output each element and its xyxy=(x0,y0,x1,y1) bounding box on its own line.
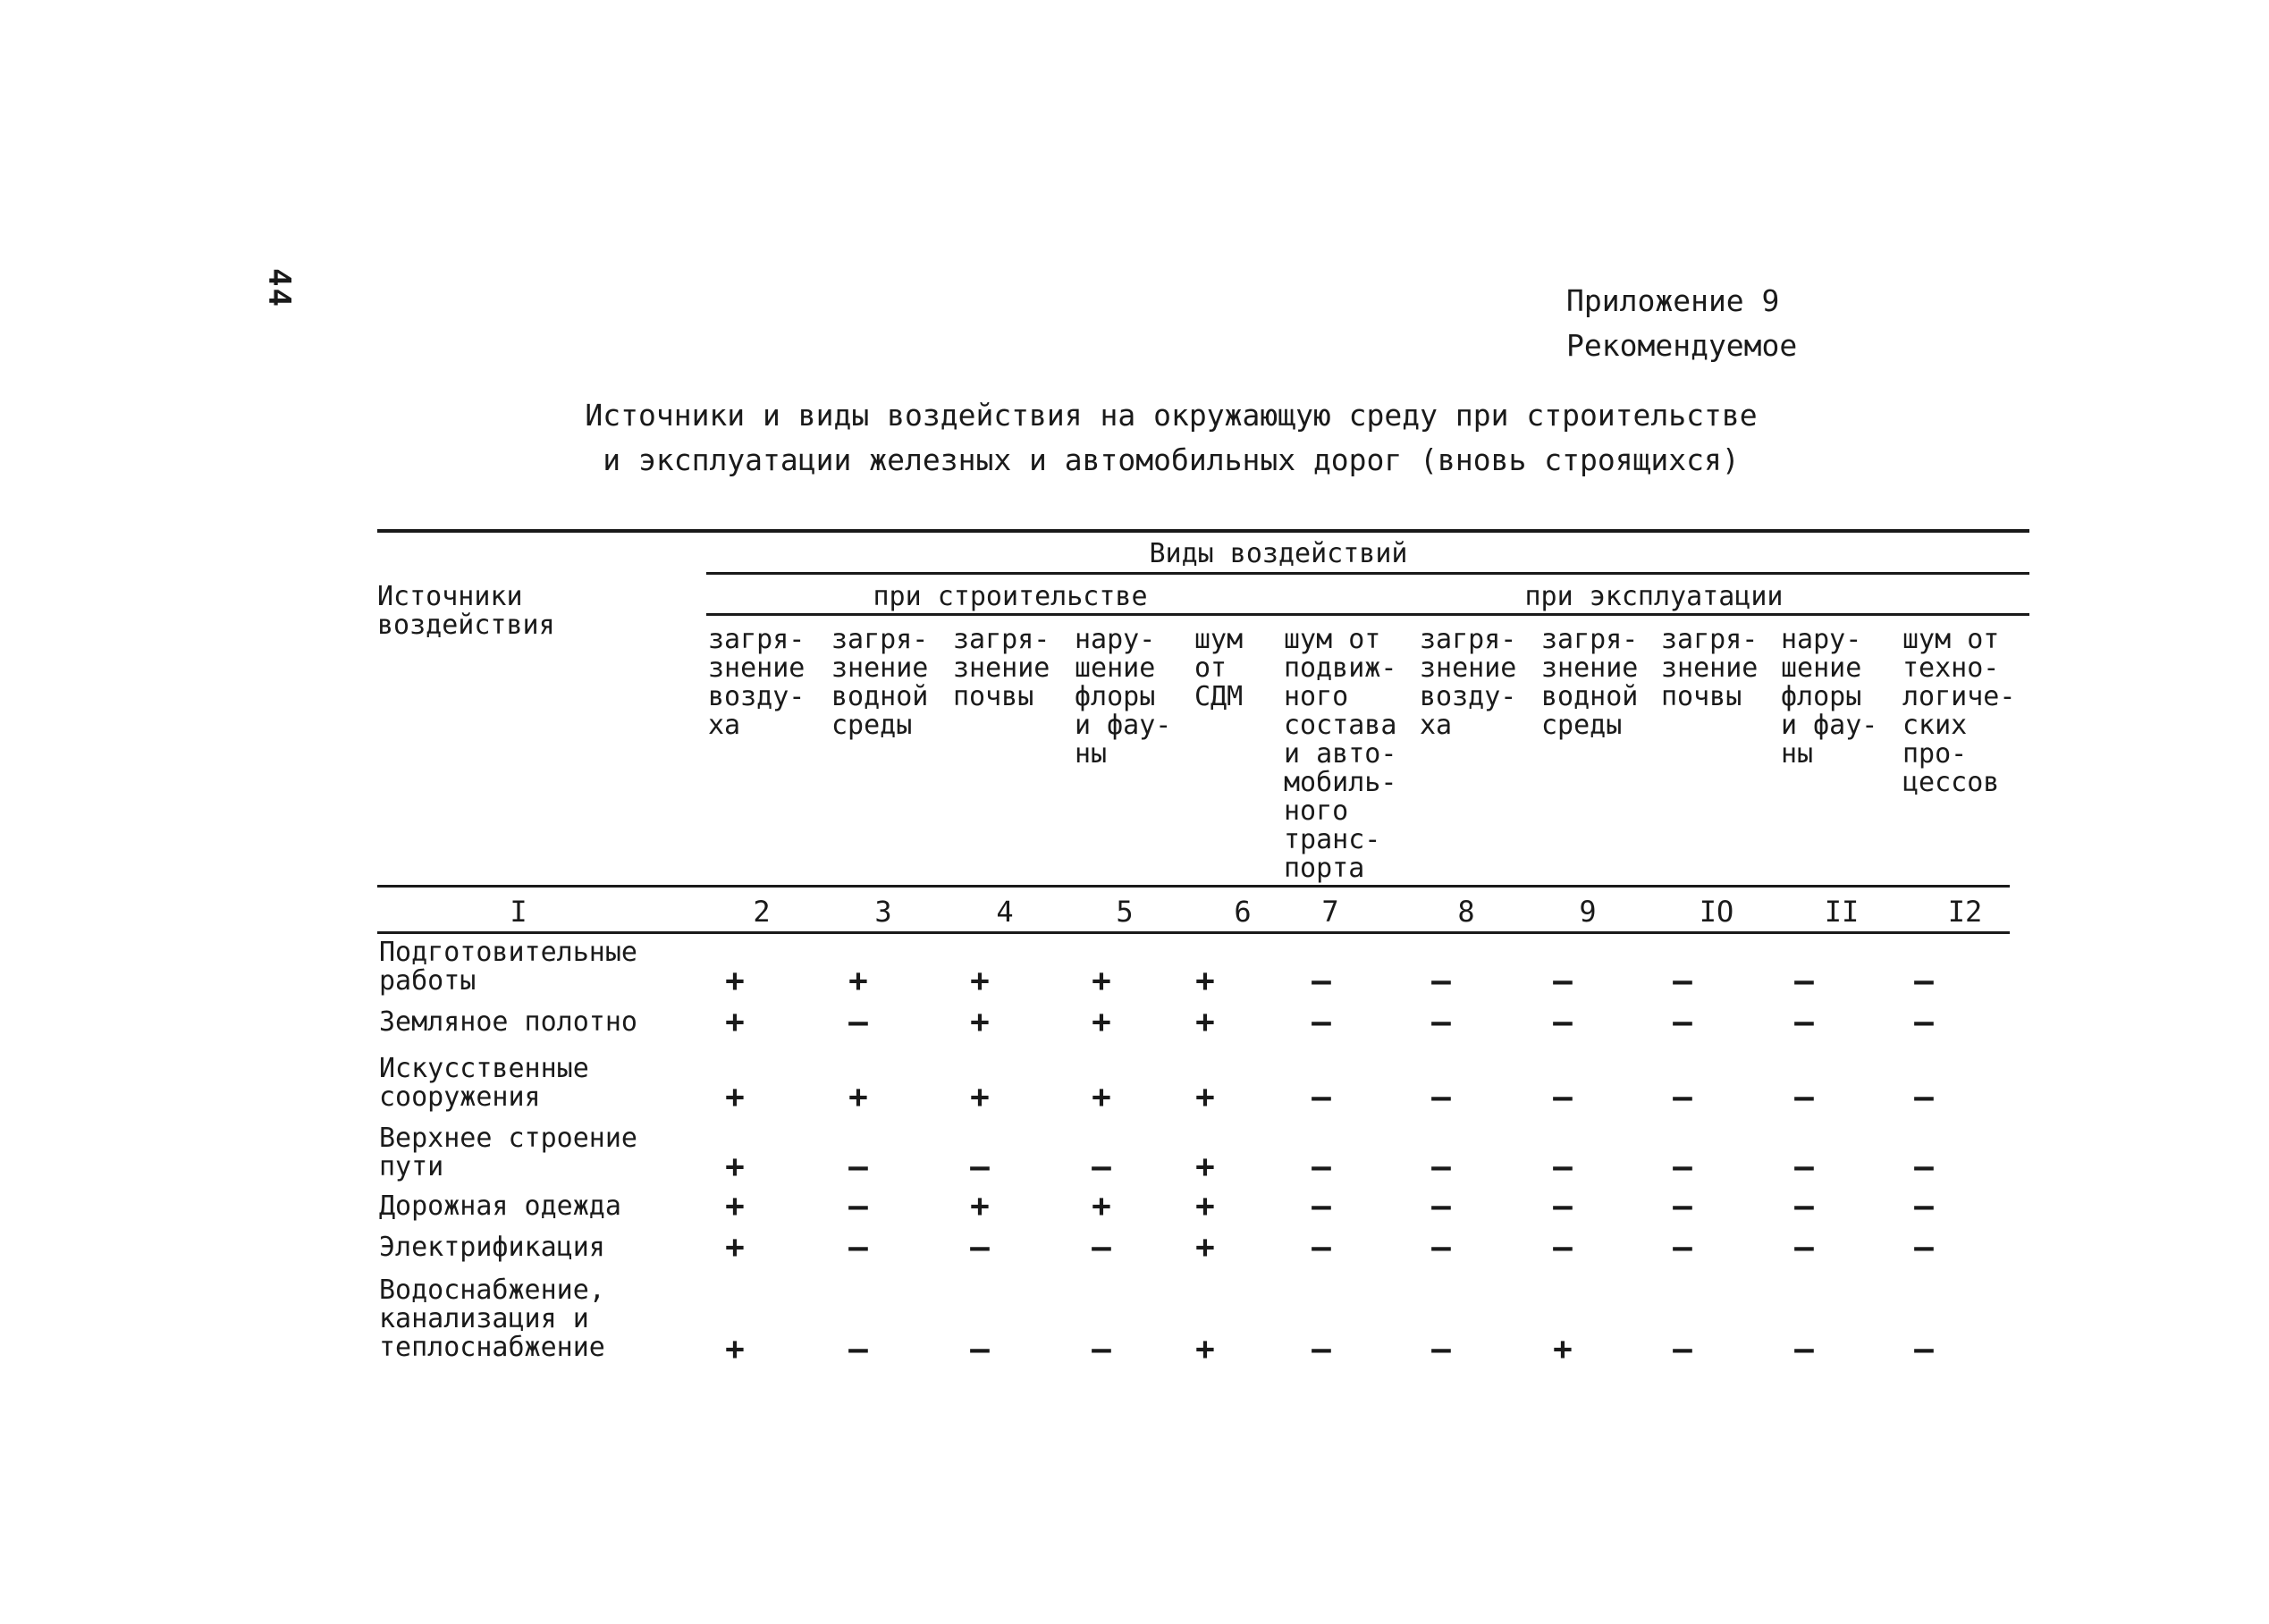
minus-mark: – xyxy=(1673,1331,1692,1367)
table-top-rule xyxy=(377,529,2029,533)
minus-mark: – xyxy=(1794,1149,1814,1185)
plus-mark: + xyxy=(725,1229,745,1266)
source-label: Искусственные сооружения xyxy=(379,1053,589,1113)
impact-column-header: шум от техно- логиче- ских про- цессов xyxy=(1902,624,2016,798)
plus-mark: + xyxy=(725,963,745,999)
title-line-2: и эксплуатации железных и автомобильных дорог (вновь строящихся) xyxy=(603,442,1740,477)
plus-mark: + xyxy=(970,1188,990,1224)
minus-mark: – xyxy=(1553,1229,1573,1266)
plus-mark: + xyxy=(1553,1331,1573,1367)
minus-mark: – xyxy=(1431,1229,1451,1266)
plus-mark: + xyxy=(1092,1079,1111,1115)
minus-mark: – xyxy=(848,1188,868,1224)
column-number: 6 xyxy=(1234,895,1252,929)
plus-mark: + xyxy=(970,963,990,999)
minus-mark: – xyxy=(1914,1149,1934,1185)
minus-mark: – xyxy=(1312,1331,1331,1367)
minus-mark: – xyxy=(1794,1004,1814,1040)
construction-header: при строительстве xyxy=(873,581,1148,612)
minus-mark: – xyxy=(1794,1079,1814,1115)
column-number: 2 xyxy=(753,895,771,929)
sources-header: Источники воздействия xyxy=(377,581,555,641)
column-number: I2 xyxy=(1947,895,1983,929)
impact-column-header: шум от подвиж- ного состава и авто- мобиль- ного транс- порта xyxy=(1284,624,1397,884)
minus-mark: – xyxy=(1431,1331,1451,1367)
plus-mark: + xyxy=(725,1188,745,1224)
impacts-header-rule xyxy=(706,572,2029,575)
minus-mark: – xyxy=(1914,963,1934,999)
minus-mark: – xyxy=(1914,1229,1934,1266)
appendix-number: Приложение 9 xyxy=(1566,283,1780,318)
minus-mark: – xyxy=(1553,963,1573,999)
minus-mark: – xyxy=(1673,1188,1692,1224)
minus-mark: – xyxy=(1794,963,1814,999)
impact-column-header: нару- шение флоры и фау- ны xyxy=(1075,624,1172,770)
impacts-header: Виды воздействий xyxy=(1149,538,1408,569)
source-label: Подготовительные работы xyxy=(379,937,637,997)
source-label: Дорожная одежда xyxy=(379,1191,621,1222)
appendix-status: Рекомендуемое xyxy=(1566,328,1798,363)
column-number: 7 xyxy=(1321,895,1339,929)
minus-mark: – xyxy=(1312,1079,1331,1115)
impact-column-header: шум от СДМ xyxy=(1194,624,1244,712)
page-number: 44 xyxy=(261,268,297,308)
column-number: IO xyxy=(1699,895,1734,929)
impact-column-header: загря- знение почвы xyxy=(1661,624,1759,712)
plus-mark: + xyxy=(1195,1188,1215,1224)
plus-mark: + xyxy=(848,1079,868,1115)
column-number-rule xyxy=(377,931,2010,934)
minus-mark: – xyxy=(1092,1149,1111,1185)
minus-mark: – xyxy=(1553,1004,1573,1040)
plus-mark: + xyxy=(970,1079,990,1115)
minus-mark: – xyxy=(1431,1149,1451,1185)
column-number: 5 xyxy=(1116,895,1134,929)
minus-mark: – xyxy=(1914,1079,1934,1115)
plus-mark: + xyxy=(1195,1004,1215,1040)
minus-mark: – xyxy=(848,1004,868,1040)
plus-mark: + xyxy=(1092,1188,1111,1224)
minus-mark: – xyxy=(970,1331,990,1367)
impact-column-header: нару- шение флоры и фау- ны xyxy=(1781,624,1878,770)
minus-mark: – xyxy=(1673,963,1692,999)
column-number: 8 xyxy=(1457,895,1475,929)
minus-mark: – xyxy=(1914,1188,1934,1224)
minus-mark: – xyxy=(1092,1229,1111,1266)
impact-column-header: загря- знение водной среды xyxy=(831,624,929,741)
plus-mark: + xyxy=(725,1004,745,1040)
plus-mark: + xyxy=(1195,963,1215,999)
minus-mark: – xyxy=(1553,1188,1573,1224)
column-number: 4 xyxy=(996,895,1014,929)
source-label: Электрификация xyxy=(379,1232,605,1263)
minus-mark: – xyxy=(848,1331,868,1367)
plus-mark: + xyxy=(970,1004,990,1040)
minus-mark: – xyxy=(1673,1229,1692,1266)
minus-mark: – xyxy=(1312,1004,1331,1040)
source-label: Верхнее строение пути xyxy=(379,1123,637,1182)
minus-mark: – xyxy=(1794,1229,1814,1266)
plus-mark: + xyxy=(1195,1079,1215,1115)
plus-mark: + xyxy=(725,1079,745,1115)
impact-column-header: загря- знение возду- ха xyxy=(708,624,806,741)
impact-column-header: загря- знение водной среды xyxy=(1541,624,1639,741)
minus-mark: – xyxy=(970,1149,990,1185)
minus-mark: – xyxy=(1431,1188,1451,1224)
source-label: Земляное полотно xyxy=(379,1006,637,1038)
operation-header: при эксплуатации xyxy=(1524,581,1784,612)
minus-mark: – xyxy=(848,1229,868,1266)
column-number: I xyxy=(510,895,527,929)
minus-mark: – xyxy=(1914,1004,1934,1040)
plus-mark: + xyxy=(725,1331,745,1367)
plus-mark: + xyxy=(1092,963,1111,999)
header-bottom-rule xyxy=(377,885,2010,888)
minus-mark: – xyxy=(1312,1149,1331,1185)
column-number: 3 xyxy=(874,895,892,929)
minus-mark: – xyxy=(1553,1149,1573,1185)
minus-mark: – xyxy=(1794,1331,1814,1367)
minus-mark: – xyxy=(1092,1331,1111,1367)
minus-mark: – xyxy=(1431,1004,1451,1040)
column-number: II xyxy=(1824,895,1860,929)
document-title xyxy=(501,393,1842,483)
minus-mark: – xyxy=(1431,1079,1451,1115)
minus-mark: – xyxy=(1794,1188,1814,1224)
plus-mark: + xyxy=(1092,1004,1111,1040)
minus-mark: – xyxy=(970,1229,990,1266)
impact-column-header: загря- знение возду- ха xyxy=(1420,624,1517,741)
appendix-label xyxy=(1566,279,1797,368)
minus-mark: – xyxy=(1312,963,1331,999)
plus-mark: + xyxy=(1195,1149,1215,1185)
minus-mark: – xyxy=(1312,1188,1331,1224)
minus-mark: – xyxy=(1553,1079,1573,1115)
plus-mark: + xyxy=(725,1149,745,1185)
column-number: 9 xyxy=(1579,895,1597,929)
phase-header-rule xyxy=(706,613,2029,616)
title-line-1: Источники и виды воздействия на окружающую среду при строительстве xyxy=(585,398,1758,433)
minus-mark: – xyxy=(1673,1079,1692,1115)
minus-mark: – xyxy=(1914,1331,1934,1367)
plus-mark: + xyxy=(1195,1229,1215,1266)
minus-mark: – xyxy=(848,1149,868,1185)
plus-mark: + xyxy=(1195,1331,1215,1367)
minus-mark: – xyxy=(1431,963,1451,999)
minus-mark: – xyxy=(1673,1004,1692,1040)
source-label: Водоснабжение, канализация и теплоснабжение xyxy=(379,1275,605,1363)
plus-mark: + xyxy=(848,963,868,999)
impact-column-header: загря- знение почвы xyxy=(953,624,1050,712)
minus-mark: – xyxy=(1673,1149,1692,1185)
minus-mark: – xyxy=(1312,1229,1331,1266)
